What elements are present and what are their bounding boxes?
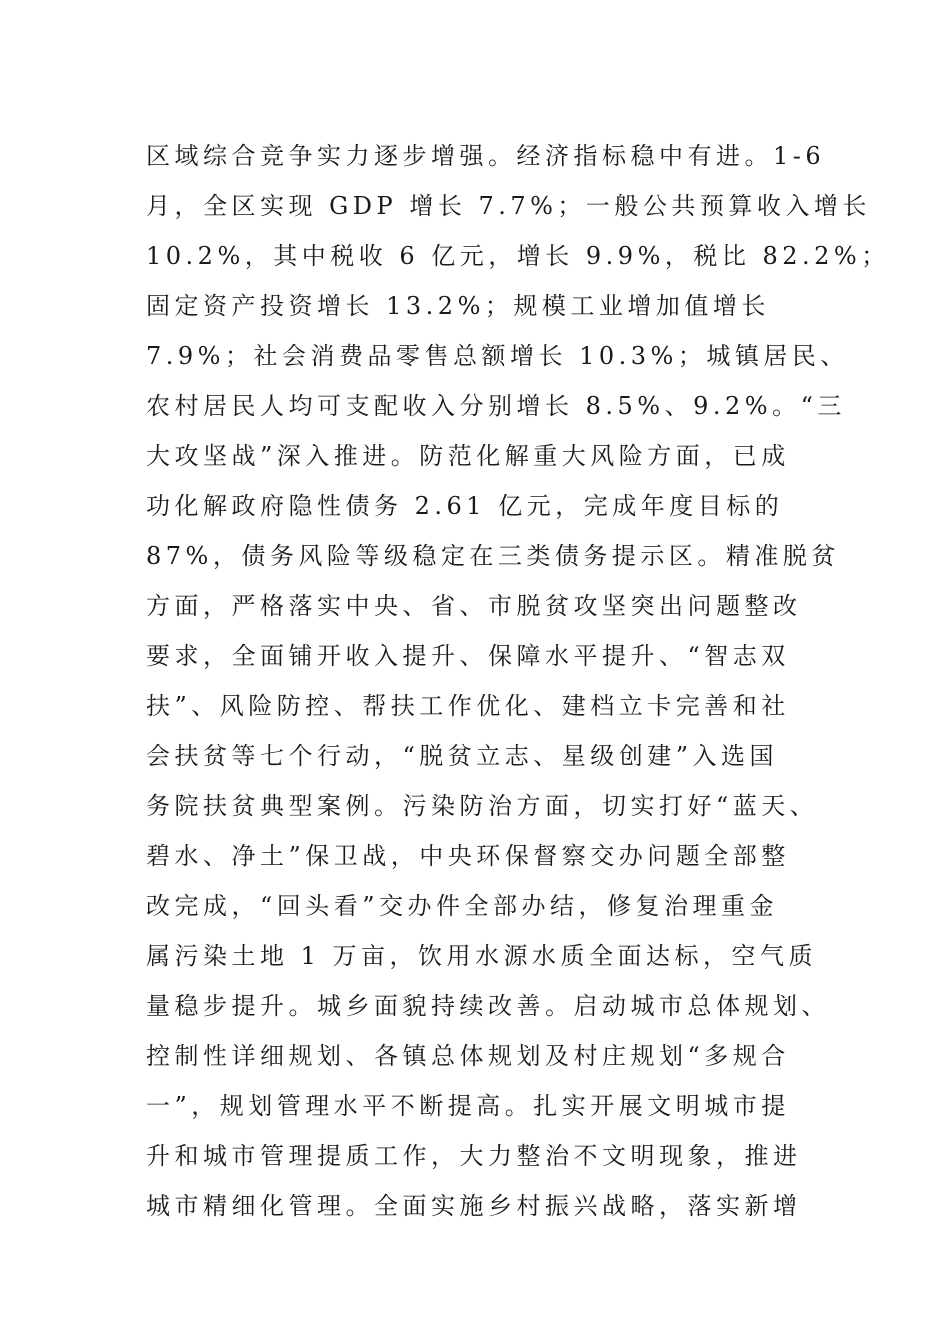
body-text [146, 131, 890, 1231]
text-line: 月，全区实现 GDP 增长 7.7%；一般公共预算收入增长 [146, 192, 871, 220]
text-line: 碧水、净土”保卫战，中央环保督察交办问题全部整 [146, 842, 790, 870]
text-line: 要求，全面铺开收入提升、保障水平提升、“智志双 [146, 642, 790, 670]
text-line: 会扶贫等七个行动，“脱贫立志、星级创建”入选国 [146, 742, 779, 770]
text-line: 升和城市管理提质工作，大力整治不文明现象，推进 [146, 1142, 802, 1170]
text-line: 农村居民人均可支配收入分别增长 8.5%、9.2%。“三 [146, 392, 846, 420]
text-line: 量稳步提升。城乡面貌持续改善。启动城市总体规划、 [146, 992, 830, 1020]
text-line: 10.2%，其中税收 6 亿元，增长 9.9%，税比 82.2%； [146, 242, 890, 270]
text-line: 控制性详细规划、各镇总体规划及村庄规划“多规合 [146, 1042, 790, 1070]
text-line: 务院扶贫典型案例。污染防治方面，切实打好“蓝天、 [146, 792, 819, 820]
text-line: 固定资产投资增长 13.2%；规模工业增加值增长 [146, 292, 770, 320]
text-line: 属污染土地 1 万亩，饮用水源水质全面达标，空气质 [146, 942, 818, 970]
text-line: 87%，债务风险等级稳定在三类债务提示区。精准脱贫 [146, 542, 840, 570]
text-line: 功化解政府隐性债务 2.61 亿元，完成年度目标的 [146, 492, 784, 520]
text-line: 方面，严格落实中央、省、市脱贫攻坚突出问题整改 [146, 592, 802, 620]
text-line: 大攻坚战”深入推进。防范化解重大风险方面，已成 [146, 442, 790, 470]
text-line: 区域综合竞争实力逐步增强。经济指标稳中有进。1-6 [146, 142, 826, 170]
text-line: 城市精细化管理。全面实施乡村振兴战略，落实新增 [146, 1192, 802, 1220]
text-line: 7.9%；社会消费品零售总额增长 10.3%；城镇居民、 [146, 342, 849, 370]
text-line: 一”，规划管理水平不断提高。扎实开展文明城市提 [146, 1092, 790, 1120]
text-line: 改完成，“回头看”交办件全部办结，修复治理重金 [146, 892, 779, 920]
text-line: 扶”、风险防控、帮扶工作优化、建档立卡完善和社 [146, 692, 790, 720]
